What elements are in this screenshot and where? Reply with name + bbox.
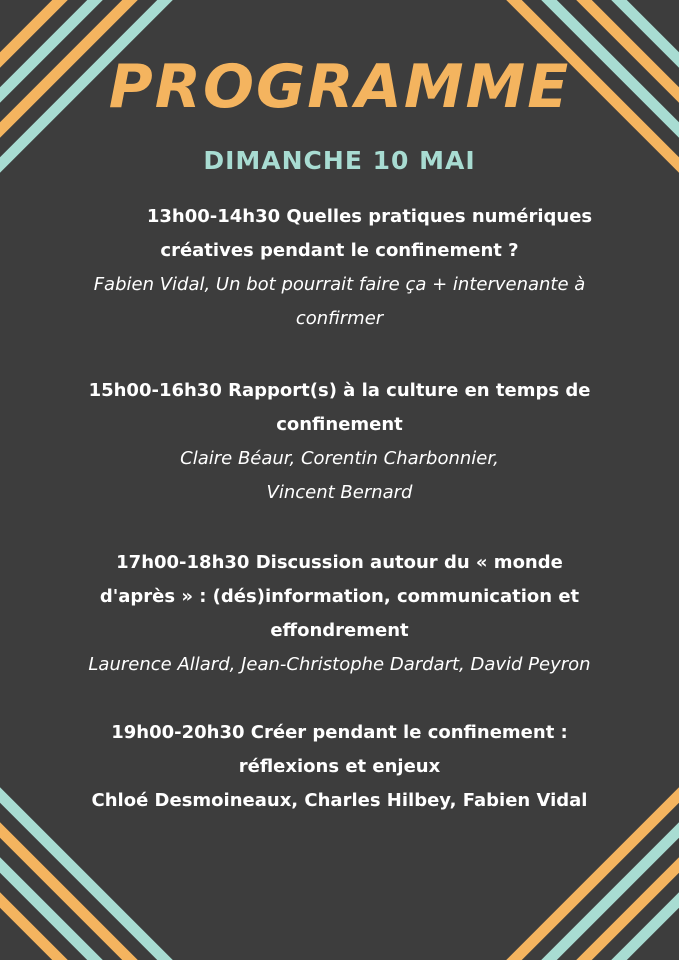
session-title-line: effondrement: [270, 620, 409, 641]
page-title: PROGRAMME: [108, 52, 571, 122]
session-title-line: 19h00-20h30 Créer pendant le confinement :: [111, 722, 568, 743]
session-speakers-line: Fabien Vidal, Un bot pourrait faire ça + intervenante à: [93, 274, 586, 295]
session-title-line: d'après » : (dés)information, communication et: [99, 586, 580, 607]
stripe: [574, 855, 679, 960]
session-speakers-line: Laurence Allard, Jean-Christophe Dardart, David Peyron: [88, 654, 591, 675]
session-2: [0, 374, 679, 510]
session-title-line: 15h00-16h30 Rapport(s) à la culture en temps de: [88, 380, 591, 401]
session-title-line: confinement: [276, 414, 403, 435]
session-speakers-line: Vincent Bernard: [266, 482, 413, 503]
session-1: [0, 200, 679, 336]
stripe: [0, 855, 105, 960]
session-title-line: 13h00-14h30 Quelles pratiques numériques: [146, 206, 593, 227]
session-4: [0, 716, 679, 818]
event-date: DIMANCHE 10 MAI: [203, 146, 476, 175]
session-title-line: créatives pendant le confinement ?: [160, 240, 519, 261]
session-speakers-line: confirmer: [295, 308, 384, 329]
session-speakers-line: Chloé Desmoineaux, Charles Hilbey, Fabien Vidal: [91, 790, 588, 811]
session-title-line: 17h00-18h30 Discussion autour du « monde: [116, 552, 563, 573]
session-title-line: réflexions et enjeux: [238, 756, 441, 777]
session-speakers-line: Claire Béaur, Corentin Charbonnier,: [180, 448, 499, 469]
session-3: [0, 546, 679, 682]
